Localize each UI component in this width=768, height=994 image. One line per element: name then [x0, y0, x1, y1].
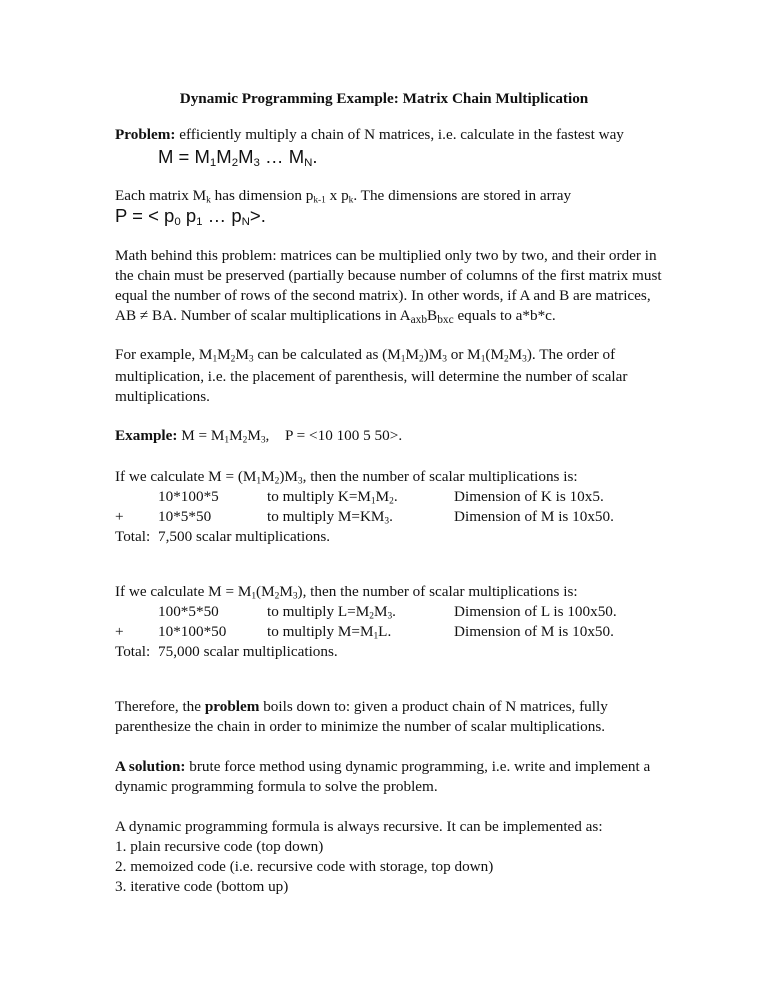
math-paragraph-line-2: the chain must be preserved (partially because number of columns of the first matrix must: [115, 267, 662, 284]
therefore-post: boils down to: given a product chain of N matrices, fully: [263, 698, 608, 715]
calc1-row2-dim: Dimension of M is 10x50.: [454, 508, 614, 525]
calc2-total-label: Total:: [115, 643, 151, 660]
calc2-row2-action: to multiply $M=M_1L$.: [267, 623, 392, 642]
math-paragraph-line-1: Math behind this problem: matrices can be multiplied only two by two, and their order in: [115, 247, 657, 264]
calc1-row1-expr: 10*100*5: [158, 488, 219, 505]
calc2-row2-dim: Dimension of M is 10x50.: [454, 623, 614, 640]
problem-statement: [115, 125, 624, 145]
example-paragraph-line-3: multiplications.: [115, 388, 210, 405]
therefore-line-2: parenthesize the chain in order to minimize the number of scalar multiplications.: [115, 718, 606, 735]
example-label: Example:: [115, 427, 178, 444]
example-paragraph-line-2: multiplication, i.e. the placement of parenthesis, will determine the number of scalar: [115, 368, 628, 385]
calc1-row2-action: to multiply $M=KM_3$.: [267, 508, 393, 527]
solution-label: A solution:: [115, 758, 186, 775]
calc1-intro: If we calculate $M = (M_1M_2)M_3$, then the number of scalar multiplications is:: [115, 468, 578, 487]
solution-text: brute force method using dynamic programming, i.e. write and implement a: [189, 758, 651, 775]
calc1-row1-action: to multiply $K=M_1M_2$.: [267, 488, 398, 507]
example-line: [115, 426, 269, 446]
calc2-row1-action: to multiply $L=M_2M_3$.: [267, 603, 396, 622]
calc2-row2-op: +: [115, 623, 124, 640]
solution-line-1: [115, 757, 650, 777]
example-p-array: P = <10 100 5 50>.: [285, 427, 403, 444]
recursive-item-2: 2. memoized code (i.e. recursive code with storage, top down): [115, 858, 494, 875]
calc1-total-label: Total:: [115, 528, 151, 545]
therefore-pre: Therefore, the: [115, 698, 202, 715]
problem-text: efficiently multiply a chain of N matrices, i.e. calculate in the fastest way: [179, 126, 624, 143]
problem-label: Problem:: [115, 126, 176, 143]
example-paragraph-line-1: For example, $M_1M_2M_3$ can be calculated as $(M_1M_2)M_3$ or $M_1(M_2M_3)$. The order of: [115, 346, 616, 365]
calc2-row2-expr: 10*100*50: [158, 623, 227, 640]
dimension-text: Each matrix $M_k$ has dimension $p_{k-1}$ x $p_k$. The dimensions are stored in array: [115, 187, 572, 206]
calc1-row2-expr: 10*5*50: [158, 508, 212, 525]
solution-line-2: dynamic programming formula to solve the problem.: [115, 778, 438, 795]
page-title: Dynamic Programming Example: Matrix Chain Multiplication: [179, 90, 589, 107]
calc2-row1-expr: 100*5*50: [158, 603, 219, 620]
example-expression: $M = M_1M_2M_3$,: [181, 427, 270, 446]
math-paragraph-line-4: AB ≠ BA. Number of scalar multiplications in $A_{axb}B_{bxc}$ equals to a*b*c.: [115, 307, 556, 326]
calc1-row1-dim: Dimension of K is 10x5.: [454, 488, 604, 505]
recursive-item-1: 1. plain recursive code (top down): [115, 838, 324, 855]
dimension-array: P = < $p_0$ $p_1$ … $p_N>$.: [115, 205, 266, 228]
therefore-line-1: [115, 697, 608, 717]
calc2-total: 75,000 scalar multiplications.: [158, 643, 338, 660]
problem-formula: $M = M_1M_2M_3$ … $M_N$.: [158, 146, 318, 169]
calc1-total: 7,500 scalar multiplications.: [158, 528, 331, 545]
calc2-row1-dim: Dimension of L is 100x50.: [454, 603, 617, 620]
calc1-row2-op: +: [115, 508, 124, 525]
math-paragraph-line-3: equal the number of rows of the second matrix). In other words, if A and B are matrices,: [115, 287, 651, 304]
recursive-item-3: 3. iterative code (bottom up): [115, 878, 289, 895]
therefore-bold: problem: [204, 698, 260, 715]
calc2-intro: If we calculate $M = M_1(M_2M_3)$, then the number of scalar multiplications is:: [115, 583, 578, 602]
recursive-intro: A dynamic programming formula is always recursive. It can be implemented as:: [115, 818, 603, 835]
